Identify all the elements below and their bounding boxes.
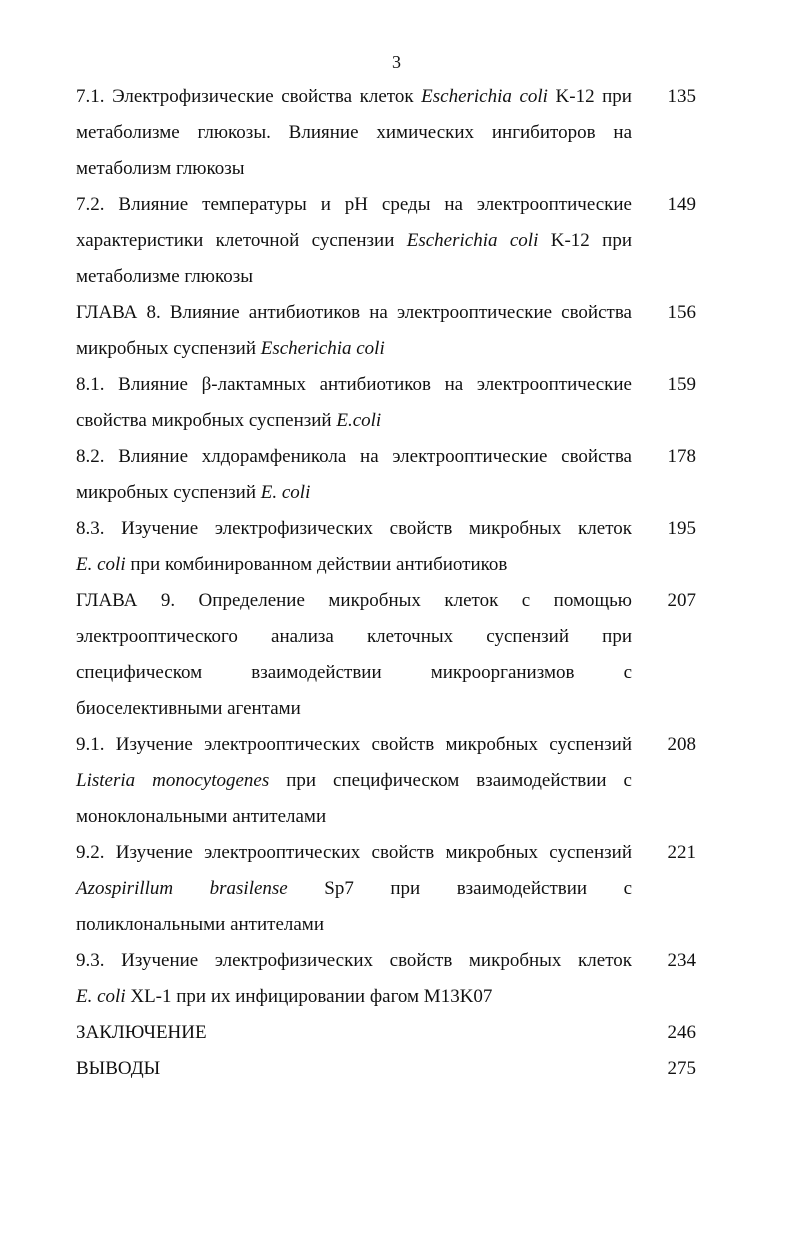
species-name: E. coli	[76, 986, 126, 1007]
toc-entry-title	[76, 79, 632, 187]
toc-entry-page-number: 178	[667, 446, 696, 467]
toc-entry-page-number: 275	[667, 1058, 696, 1079]
toc-entry-title	[76, 727, 632, 835]
toc-entry	[76, 367, 696, 439]
text-segment: XL-1 при их инфицировании фагом M13K07	[125, 986, 493, 1007]
toc-entry	[76, 583, 696, 727]
text-segment: метаболизме глюкозы	[76, 266, 253, 287]
toc-entry-line	[76, 691, 632, 727]
toc-entry	[76, 943, 696, 1015]
toc-entry-line	[76, 907, 632, 943]
species-name: Listeria monocytogenes	[76, 770, 270, 791]
toc-entry-line	[76, 187, 632, 223]
text-segment: K-12 при	[538, 230, 632, 251]
toc-entry	[76, 79, 696, 187]
toc-entry-line	[76, 871, 632, 907]
toc-entry-line	[76, 223, 632, 259]
text-segment: метаболизме глюкозы. Влияние химических ингибиторов на	[76, 122, 632, 143]
toc-entry-page-number: 156	[667, 302, 696, 323]
toc-entry-line	[76, 475, 632, 511]
text-segment: 9.3. Изучение электрофизических свойств микробных клеток	[76, 950, 632, 971]
species-name: Escherichia coli	[406, 230, 539, 251]
toc-entry-page-number: 149	[667, 194, 696, 215]
text-segment: при комбинированном действии антибиотиков	[125, 554, 508, 575]
toc-entry-page-number: 135	[667, 86, 696, 107]
text-segment: электрооптического анализа клеточных суспензий при	[76, 626, 632, 647]
toc-entry-title	[76, 295, 632, 367]
text-segment: при специфическом взаимодействии с	[269, 770, 632, 791]
toc-entry-title	[76, 583, 632, 727]
text-segment: ЗАКЛЮЧЕНИЕ	[76, 1022, 207, 1043]
toc-entry	[76, 835, 696, 943]
species-name: E. coli	[76, 554, 126, 575]
toc-entry-line	[76, 547, 632, 583]
toc-entry-line	[76, 1015, 632, 1051]
text-segment: биоселективными агентами	[76, 698, 301, 719]
toc-entry-line	[76, 727, 632, 763]
toc-entry-title	[76, 187, 632, 295]
toc-entry-page-number: 207	[667, 590, 696, 611]
toc-entry-page-number: 246	[667, 1022, 696, 1043]
text-segment: 8.2. Влияние хлдорамфеникола на электрооптические свойства	[76, 446, 632, 467]
text-segment: моноклональными антителами	[76, 806, 327, 827]
text-segment: поликлональными антителами	[76, 914, 324, 935]
species-name: Escherichia coli	[421, 86, 548, 107]
text-segment: 9.1. Изучение электрооптических свойств микробных суспензий	[76, 734, 632, 755]
text-segment: метаболизм глюкозы	[76, 158, 245, 179]
toc-entry-page-number: 221	[667, 842, 696, 863]
toc-entry-title	[76, 835, 632, 943]
text-segment: 7.1. Электрофизические свойства клеток	[76, 86, 422, 107]
page-number: 3	[392, 52, 401, 72]
toc-entry-line	[76, 511, 632, 547]
text-segment: 7.2. Влияние температуры и рН среды на электрооптические	[76, 194, 632, 215]
text-segment: ВЫВОДЫ	[76, 1058, 161, 1079]
species-name: E. coli	[260, 482, 311, 503]
toc-entry-line	[76, 835, 632, 871]
toc-entry-page-number: 234	[667, 950, 696, 971]
toc-entry-title	[76, 1051, 632, 1087]
toc-entry-line	[76, 331, 632, 367]
toc-entry-line	[76, 979, 632, 1015]
text-segment: K-12 при	[547, 86, 632, 107]
toc-entry	[76, 439, 696, 511]
toc-entry-line	[76, 619, 632, 655]
table-of-contents	[76, 79, 696, 1087]
text-segment: 9.2. Изучение электрооптических свойств микробных суспензий	[76, 842, 632, 863]
toc-entry-title	[76, 1015, 632, 1051]
toc-entry	[76, 1015, 696, 1051]
toc-entry-line	[76, 403, 632, 439]
toc-entry	[76, 1051, 696, 1087]
toc-entry-line	[76, 583, 632, 619]
toc-entry-title	[76, 439, 632, 511]
species-name: Escherichia coli	[260, 338, 385, 359]
toc-entry-line	[76, 115, 632, 151]
toc-entry-line	[76, 799, 632, 835]
text-segment: микробных суспензий	[76, 338, 261, 359]
toc-entry-line	[76, 655, 632, 691]
toc-entry	[76, 187, 696, 295]
toc-entry	[76, 727, 696, 835]
text-segment: ГЛАВА 9. Определение микробных клеток с помощью	[76, 590, 632, 611]
toc-entry-title	[76, 511, 632, 583]
toc-entry	[76, 511, 696, 583]
toc-entry-line	[76, 259, 632, 295]
toc-entry-title	[76, 367, 632, 439]
text-segment: 8.3. Изучение электрофизических свойств микробных клеток	[76, 518, 632, 539]
text-segment: специфическом взаимодействии микроорганизмов с	[76, 662, 632, 683]
toc-entry	[76, 295, 696, 367]
text-segment: Sp7 при взаимодействии с	[287, 878, 633, 899]
text-segment: характеристики клеточной суспензии	[76, 230, 407, 251]
text-segment: микробных суспензий	[76, 482, 261, 503]
toc-entry-page-number: 159	[667, 374, 696, 395]
toc-entry-page-number: 195	[667, 518, 696, 539]
text-segment: 8.1. Влияние β-лактамных антибиотиков на электрооптические	[76, 374, 632, 395]
toc-entry-line	[76, 763, 632, 799]
toc-entry-line	[76, 151, 632, 187]
toc-entry-title	[76, 943, 632, 1015]
text-segment: ГЛАВА 8. Влияние антибиотиков на электрооптические свойства	[76, 302, 632, 323]
species-name: Azospirillum brasilense	[76, 878, 288, 899]
toc-entry-line	[76, 943, 632, 979]
text-segment: свойства микробных суспензий	[76, 410, 337, 431]
species-name: E.coli	[336, 410, 382, 431]
toc-entry-line	[76, 367, 632, 403]
toc-entry-line	[76, 1051, 632, 1087]
toc-entry-line	[76, 439, 632, 475]
toc-entry-line	[76, 295, 632, 331]
toc-entry-line	[76, 79, 632, 115]
toc-entry-page-number: 208	[667, 734, 696, 755]
